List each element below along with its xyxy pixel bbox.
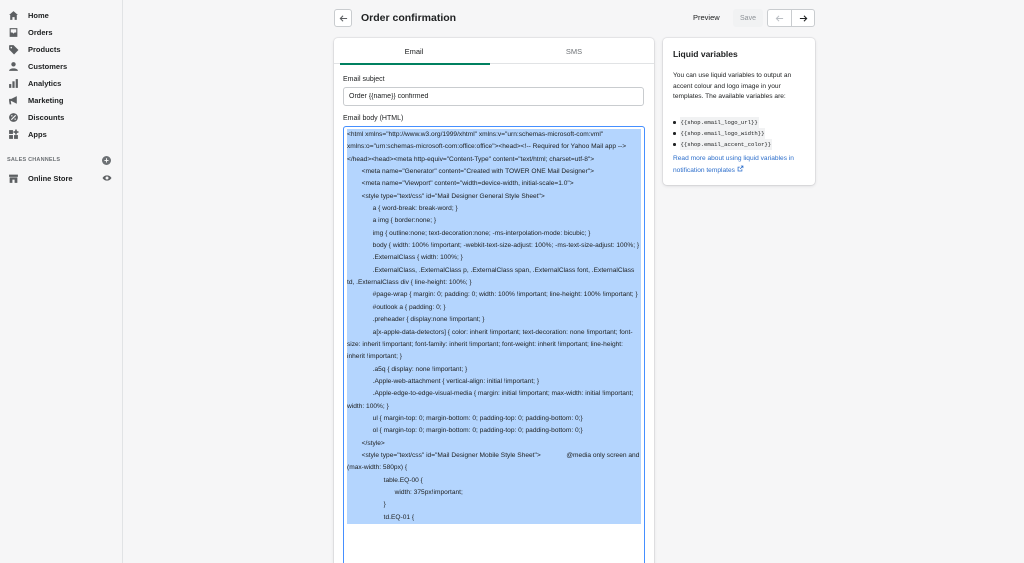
sidebar-item-products[interactable] bbox=[8, 41, 61, 57]
tab-sms[interactable]: SMS bbox=[565, 46, 583, 56]
sidebar-item-analytics[interactable] bbox=[8, 75, 61, 91]
sidebar-item-online-store[interactable] bbox=[8, 170, 73, 186]
sidebar-item-marketing[interactable] bbox=[8, 92, 63, 108]
sidebar-item-label: Apps bbox=[28, 129, 47, 139]
add-channel-button[interactable]: + bbox=[102, 156, 111, 165]
person-icon bbox=[8, 61, 19, 72]
preview-button[interactable]: Preview bbox=[693, 13, 720, 22]
code-line: .preheader { display:none !important; } bbox=[347, 314, 641, 326]
code-line: width: 375px!important; bbox=[347, 487, 641, 499]
tag-icon bbox=[8, 44, 19, 55]
sidebar bbox=[0, 0, 123, 563]
orders-icon bbox=[8, 27, 19, 38]
page-title: Order confirmation bbox=[361, 12, 457, 24]
liquid-variables-help-link[interactable]: Read more about using liquid variables in notification templates bbox=[673, 155, 794, 174]
home-icon bbox=[8, 10, 19, 21]
sidebar-item-label: Online Store bbox=[28, 173, 73, 183]
sidebar-item-label: Analytics bbox=[28, 78, 62, 88]
sidebar-item-apps[interactable] bbox=[8, 126, 47, 142]
email-body-textarea[interactable] bbox=[343, 126, 645, 563]
tab-bar bbox=[334, 38, 654, 64]
code-line: <meta name="Viewport" content="width=device-width, initial-scale=1.0"> bbox=[347, 178, 641, 190]
list-item: {{shop.email_logo_url}} bbox=[673, 117, 772, 128]
pagination bbox=[767, 9, 815, 27]
code-line: img { outline:none; text-decoration:none; -ms-interpolation-mode: bicubic; } bbox=[347, 228, 641, 240]
sidebar-item-customers[interactable] bbox=[8, 58, 67, 74]
megaphone-icon bbox=[8, 95, 19, 106]
sidebar-item-label: Products bbox=[28, 44, 61, 54]
code-line: a[x-apple-data-detectors] { color: inherit !important; text-decoration: none !important; font-size: inherit !important; font-family: inherit !important; font-weight: inherit !important; line-height: inherit !important; } bbox=[347, 327, 641, 364]
code-line: <html xmlns="http://www.w3.org/1999/xhtml" xmlns:v="urn:schemas-microsoft-com:vml" xmlns:o="urn:schemas-microsoft-com:office:office"><head><!-- Required for Yahoo Mail app --></head><head><meta http-equiv="Content-Type" content="text/html; charset=utf-8"> bbox=[347, 129, 641, 166]
sidebar-item-home[interactable] bbox=[8, 7, 49, 23]
apps-icon bbox=[8, 129, 19, 140]
liquid-variables-description: You can use liquid variables to output an accent colour and logo image in your templates. The available variables are: bbox=[673, 72, 792, 100]
liquid-variables-card bbox=[663, 38, 815, 185]
code-line: </style> bbox=[347, 438, 641, 450]
arrow-left-icon bbox=[339, 14, 348, 23]
save-button[interactable]: Save bbox=[733, 9, 763, 27]
code-line: td.EQ-01 { bbox=[347, 512, 641, 524]
code-line: body { width: 100% !important; -webkit-text-size-adjust: 100%; -ms-text-size-adjust: 100%; } bbox=[347, 240, 641, 252]
sidebar-item-discounts[interactable] bbox=[8, 109, 64, 125]
sales-channels-heading: SALES CHANNELS bbox=[7, 157, 61, 163]
arrow-right-icon bbox=[799, 14, 808, 23]
back-button[interactable] bbox=[334, 9, 352, 27]
bar-chart-icon bbox=[8, 78, 19, 89]
code-line: <meta name="Generator" content="Created with TOWER ONE Mail Designer"> bbox=[347, 166, 641, 178]
external-link-icon bbox=[737, 165, 744, 172]
code-line: .a5q { display: none !important; } bbox=[347, 364, 641, 376]
discount-icon bbox=[8, 112, 19, 123]
list-item: {{shop.email_logo_width}} bbox=[673, 128, 772, 139]
liquid-variables-list bbox=[673, 117, 772, 150]
email-body-code bbox=[347, 129, 641, 524]
tab-email[interactable]: Email bbox=[334, 38, 494, 64]
list-item: {{shop.email_accent_color}} bbox=[673, 139, 772, 150]
code-line: .Apple-web-attachment { vertical-align: initial !important; } bbox=[347, 376, 641, 388]
code-line: #outlook a { padding: 0; } bbox=[347, 302, 641, 314]
sidebar-item-label: Discounts bbox=[28, 112, 65, 122]
sidebar-item-label: Home bbox=[28, 10, 49, 20]
liquid-variables-title: Liquid variables bbox=[673, 49, 738, 59]
sidebar-item-orders[interactable] bbox=[8, 24, 53, 40]
arrow-left-icon bbox=[775, 14, 784, 23]
code-line: } bbox=[347, 499, 641, 511]
eye-icon[interactable] bbox=[102, 174, 112, 182]
code-line: ul { margin-top: 0; margin-bottom: 0; padding-top: 0; padding-bottom: 0;} bbox=[347, 413, 641, 425]
email-editor-card bbox=[334, 38, 654, 563]
code-line: <style type="text/css" id="Mail Designer Mobile Style Sheet"> @media only screen and (max-width: 580px) { bbox=[347, 450, 641, 475]
email-body-label: Email body (HTML) bbox=[343, 115, 404, 122]
sidebar-item-label: Marketing bbox=[28, 95, 64, 105]
code-line: a img { border:none; } bbox=[347, 215, 641, 227]
sidebar-item-label: Customers bbox=[28, 61, 68, 71]
code-line: <style type="text/css" id="Mail Designer General Style Sheet"> bbox=[347, 191, 641, 203]
email-subject-label: Email subject bbox=[343, 76, 385, 83]
code-line: .ExternalClass { width: 100%; } bbox=[347, 252, 641, 264]
next-button[interactable] bbox=[791, 9, 815, 27]
code-line: #page-wrap { margin: 0; padding: 0; width: 100% !important; line-height: 100% !important; } bbox=[347, 289, 641, 301]
store-icon bbox=[8, 173, 19, 184]
code-line: table.EQ-00 { bbox=[347, 475, 641, 487]
code-line: ol { margin-top: 0; margin-bottom: 0; padding-top: 0; padding-bottom: 0;} bbox=[347, 425, 641, 437]
previous-button[interactable] bbox=[767, 9, 791, 27]
code-line: .Apple-edge-to-edge-visual-media { margin: initial !important; max-width: initial !important; width: 100%; } bbox=[347, 388, 641, 413]
code-line: .ExternalClass, .ExternalClass p, .ExternalClass span, .ExternalClass font, .ExternalClass td, .ExternalClass div { line-height: 100%; } bbox=[347, 265, 641, 290]
sidebar-item-label: Orders bbox=[28, 27, 53, 37]
email-subject-input[interactable] bbox=[343, 87, 644, 106]
code-line: a { word-break: break-word; } bbox=[347, 203, 641, 215]
